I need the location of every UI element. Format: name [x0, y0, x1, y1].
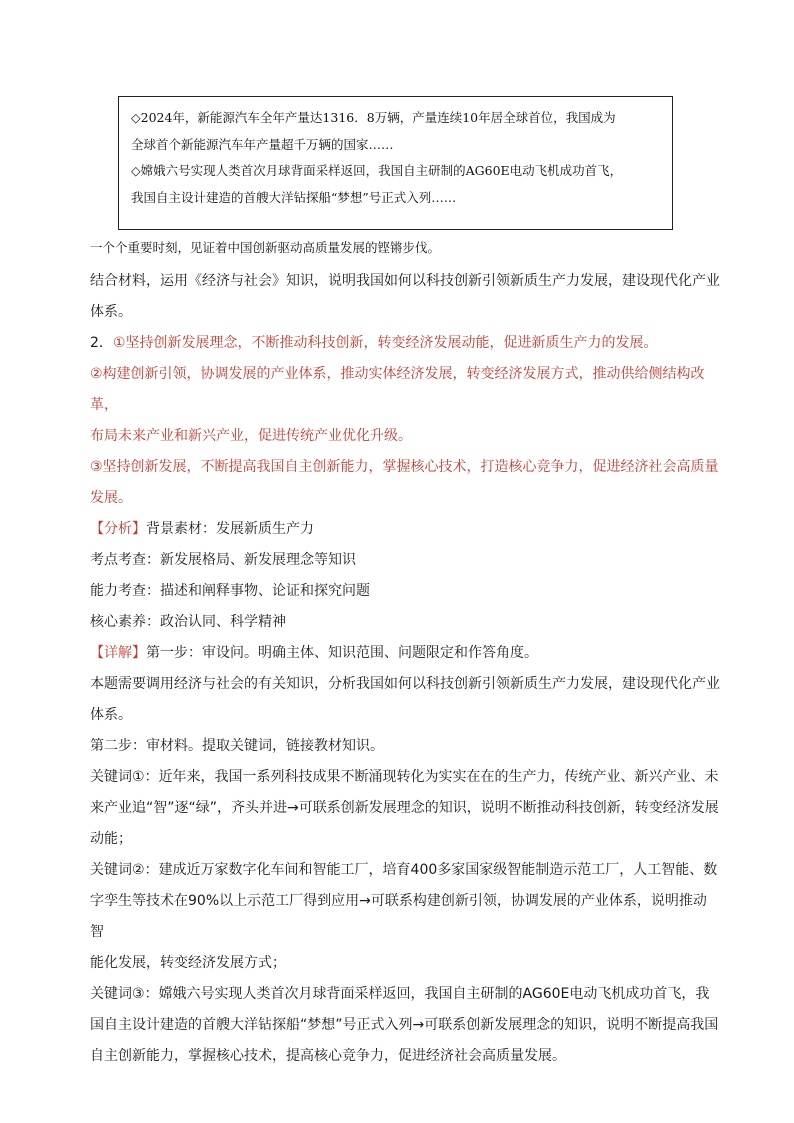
material-caption: 一个个重要时刻，见证着中国创新驱动高质量发展的铿锵步伐。	[90, 240, 441, 255]
keyword-1-cont: 动能；	[90, 831, 132, 847]
keyword-2: 关键词②：建成近万家数字化车间和智能工厂，培育400多家国家级智能制造示范工厂，人工智能、数	[90, 862, 718, 878]
keyword-2-cont: 能化发展，转变经济发展方式；	[90, 955, 286, 971]
detail-heading: 【详解】第一步：审设问。明确主体、知识范围、问题限定和作答角度。	[90, 645, 538, 661]
analysis-tag: 【分析】	[90, 521, 146, 537]
analysis-literacy: 核心素养：政治认同、科学精神	[90, 614, 286, 630]
answer-number: 2．	[90, 335, 113, 351]
keyword-2-cont: 字孪生等技术在90%以上示范工厂得到应用→可联系构建创新引领，协调发展的产业体系，说明推动智	[90, 893, 707, 940]
keyword-label: 关键词③：	[90, 986, 159, 1002]
answer-point-3-cont: 发展。	[90, 490, 132, 506]
keyword-label: 关键词②：	[90, 862, 159, 878]
detail-tag: 【详解】	[90, 645, 146, 661]
material-line: ◇嫦娥六号实现人类首次月球背面采样返回，我国自主研制的AG60E电动飞机成功首飞，	[131, 163, 623, 178]
material-line: 我国自主设计建造的首艘大洋钻探船“梦想”号正式入列……	[131, 189, 457, 205]
analysis-ability: 能力考查：描述和阐释事物、论证和探究问题	[90, 583, 370, 599]
detail-description: 本题需要调用经济与社会的有关知识，分析我国如何以科技创新引领新质生产力发展，建设现代化产业	[90, 676, 720, 692]
answer-point-1: 2．①坚持创新发展理念，不断推动科技创新，转变经济发展动能，促进新质生产力的发展。	[90, 335, 658, 351]
keyword-3-cont: 自主创新能力，掌握核心技术，提高核心竞争力，促进经济社会高质量发展。	[90, 1048, 566, 1064]
detail-step-2: 第二步：审材料。提取关键词，链接教材知识。	[90, 738, 384, 754]
analysis-points: 考点考查：新发展格局、新发展理念等知识	[90, 552, 356, 568]
keyword-3: 关键词③：嫦娥六号实现人类首次月球背面采样返回，我国自主研制的AG60E电动飞机成功首飞，我	[90, 986, 710, 1002]
keyword-label: 关键词①：	[90, 769, 159, 785]
answer-point-3: ③坚持创新发展，不断提高我国自主创新能力，掌握核心技术，打造核心竞争力，促进经济社会高质量	[90, 459, 719, 475]
keyword-1-cont: 来产业追“智”逐“绿”，齐头并进→可联系创新发展理念的知识，说明不断推动科技创新，转变经济发展	[90, 800, 719, 816]
question-text: 体系。	[90, 304, 132, 320]
keyword-3-cont: 国自主设计建造的首艘大洋钻探船“梦想”号正式入列→可联系创新发展理念的知识，说明不断提高我国	[90, 1017, 719, 1033]
question-text: 结合材料，运用《经济与社会》知识，说明我国如何以科技创新引领新质生产力发展，建设现代化产业	[90, 273, 720, 289]
analysis-heading: 【分析】背景素材：发展新质生产力	[90, 521, 314, 537]
document-body	[90, 266, 720, 1072]
answer-point-2-cont: 布局未来产业和新兴产业，促进传统产业优化升级。	[90, 428, 412, 444]
answer-point-2: ②构建创新引领，协调发展的产业体系，推动实体经济发展，转变经济发展方式，推动供给侧结构改革，	[90, 366, 705, 413]
material-line: 全球首个新能源汽车年产量超千万辆的国家……	[131, 136, 394, 152]
detail-description-cont: 体系。	[90, 707, 132, 723]
material-line: ◇2024年，新能源汽车全年产量达1316．8万辆，产量连续10年居全球首位，我国成为	[131, 110, 616, 125]
material-box	[118, 96, 673, 230]
keyword-1: 关键词①：近年来，我国一系列科技成果不断涌现转化为实实在在的生产力，传统产业、新兴产业、未	[90, 769, 719, 785]
